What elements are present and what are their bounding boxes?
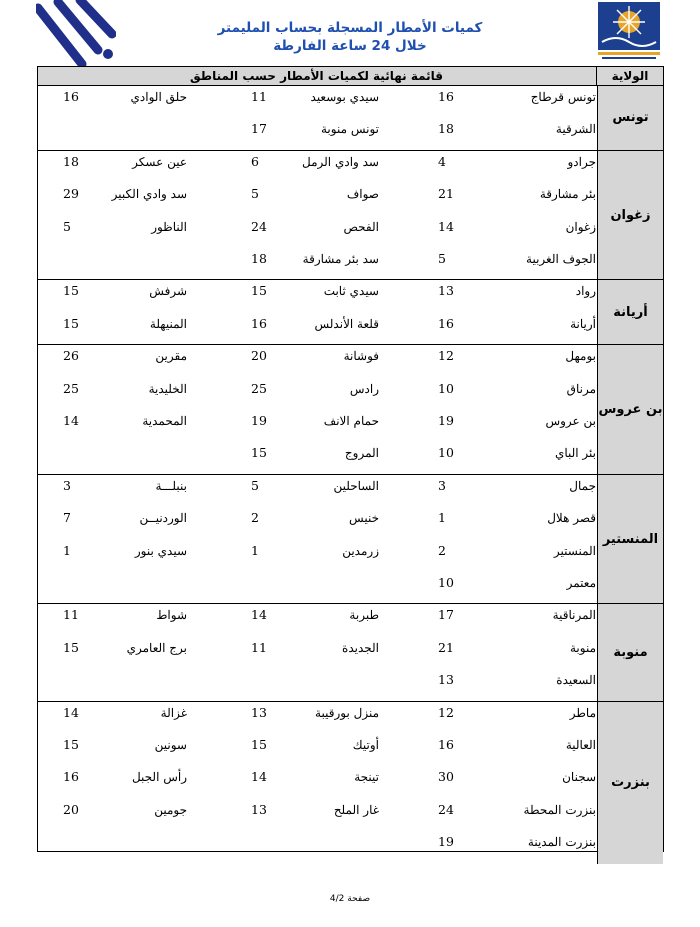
rainfall-value: 6: [251, 153, 259, 169]
station-name: الفحص: [343, 219, 379, 234]
station-name: شواط: [156, 608, 187, 623]
rainfall-value: 14: [63, 412, 79, 428]
station-name: الساحلين: [333, 478, 379, 493]
station-name: خنيس: [349, 511, 379, 526]
rainfall-value: 15: [251, 445, 267, 461]
governorate-block: [38, 702, 663, 864]
station-name: أريانة: [570, 316, 596, 331]
station-name: الشرقية: [555, 122, 596, 137]
table-row: [38, 118, 596, 150]
station-name: الناظور: [151, 219, 187, 234]
rainfall-value: 16: [438, 736, 454, 752]
station-name: برج العامري: [126, 640, 187, 655]
station-name: رادس: [349, 381, 379, 396]
rainfall-value: 21: [438, 639, 454, 655]
station-name: بنزرت المحطة: [523, 802, 596, 817]
rainfall-value: 11: [251, 639, 267, 655]
station-name: الجوف الغربية: [526, 251, 596, 266]
table-row: [38, 313, 596, 345]
rainfall-value: 10: [438, 380, 454, 396]
station-name: بئر الباي: [554, 446, 596, 461]
station-name: بومهل: [565, 349, 596, 364]
table-header-row: [38, 67, 663, 86]
rainfall-value: 12: [438, 704, 454, 720]
page-number: صفحة 4/2: [329, 894, 371, 904]
table-row: [38, 831, 596, 863]
station-name: جرادو: [567, 154, 596, 169]
table-row: [38, 572, 596, 604]
rainfall-value: 1: [251, 542, 259, 558]
station-name: مرناق: [566, 381, 596, 396]
rainfall-value: 14: [251, 607, 267, 623]
rainfall-value: 24: [251, 218, 267, 234]
rainfall-value: 12: [438, 348, 454, 364]
governorate-block: [38, 151, 663, 281]
station-name: مقرين: [155, 349, 187, 364]
table-row: [38, 280, 596, 312]
rainfall-value: 16: [438, 89, 454, 104]
list-header: قائمة نهائية لكميات الأمطار حسب المناطق: [189, 69, 444, 83]
rainfall-value: 15: [63, 639, 79, 655]
rainfall-value: 25: [63, 380, 79, 396]
station-name: حلق الوادي: [130, 90, 187, 104]
rainfall-value: 3: [438, 477, 446, 493]
report-title: كميات الأمطار المسجلة بحساب المليمتر: [217, 20, 483, 36]
station-name: الجديدة: [342, 640, 379, 655]
station-name: رأس الجبل: [131, 770, 187, 785]
rainfall-value: 21: [438, 186, 454, 202]
rainfall-value: 18: [438, 121, 454, 137]
rainfall-value: 30: [438, 769, 454, 785]
station-name: الوردنيــن: [139, 511, 187, 526]
rainfall-value: 2: [438, 542, 446, 558]
rainfall-value: 26: [63, 348, 79, 364]
station-name: المروج: [344, 446, 379, 461]
rainfall-value: 18: [63, 153, 79, 169]
station-name: جمال: [569, 478, 596, 493]
table-row: [38, 345, 596, 377]
station-name: سد بئر مشارقة: [302, 251, 379, 266]
rainfall-value: 14: [63, 704, 79, 720]
station-name: سونين: [154, 737, 187, 752]
table-row: [38, 799, 596, 831]
station-name: حمام الانف: [323, 413, 379, 428]
station-name: بئر مشارقة: [539, 187, 596, 202]
station-name: بنبلـــة: [155, 478, 187, 493]
station-name: فوشانة: [343, 349, 379, 364]
station-name: قلعة الأندلس: [314, 316, 379, 331]
station-name: سجنان: [562, 770, 596, 785]
table-row: [38, 216, 596, 248]
station-name: تينجة: [354, 770, 379, 785]
governorate-block: [38, 345, 663, 475]
station-name: معتمر: [566, 575, 596, 590]
rainfall-value: 20: [63, 801, 79, 817]
rainfall-value: 7: [63, 510, 71, 526]
station-name: زغوان: [565, 219, 596, 234]
station-name: رواد: [575, 284, 596, 299]
rainfall-value: 29: [63, 186, 79, 202]
decorative-stripes: [36, 0, 116, 66]
table-row: [38, 442, 596, 474]
station-name: غزالة: [160, 705, 187, 720]
station-name: المحمدية: [142, 413, 187, 428]
table-row: [38, 475, 596, 507]
rainfall-value: 5: [251, 477, 259, 493]
rainfall-value: 3: [63, 477, 71, 493]
rainfall-value: 10: [438, 574, 454, 590]
station-name: غار الملح: [333, 802, 379, 817]
station-name: سد وادي الكبير: [111, 187, 187, 202]
station-name: سيدي ثابت: [323, 284, 379, 299]
rainfall-value: 1: [63, 542, 71, 558]
station-name: السعيدة: [556, 673, 596, 688]
rainfall-value: 1: [438, 510, 446, 526]
rainfall-value: 15: [251, 283, 267, 299]
table-row: [38, 248, 596, 280]
rainfall-value: 18: [251, 250, 267, 266]
table-row: [38, 637, 596, 669]
station-name: قصر هلال: [547, 511, 596, 526]
station-name: تونس قرطاج: [530, 90, 596, 104]
station-name: سيدي بنور: [134, 543, 187, 558]
governorate-block: [38, 604, 663, 701]
station-name: بن عروس: [545, 413, 596, 428]
rainfall-value: 15: [63, 315, 79, 331]
rainfall-value: 14: [251, 769, 267, 785]
rainfall-value: 25: [251, 380, 267, 396]
rainfall-value: 14: [438, 218, 454, 234]
rainfall-value: 16: [63, 769, 79, 785]
station-name: طبربة: [349, 608, 379, 623]
station-name: الخليدية: [148, 381, 187, 396]
station-name: منزل بورقيبة: [315, 705, 379, 720]
governorate-block: [38, 86, 663, 151]
station-name: ماطر: [569, 705, 596, 720]
station-name: المنيهلة: [149, 316, 187, 331]
station-name: شرفش: [149, 284, 187, 299]
wilaya-header: الولاية: [596, 67, 663, 85]
rainfall-value: 13: [251, 704, 267, 720]
rainfall-value: 11: [63, 607, 79, 623]
rainfall-value: 5: [63, 218, 71, 234]
governorate-name: بنزرت: [597, 702, 663, 864]
table-row: [38, 410, 596, 442]
table-row: [38, 378, 596, 410]
table-row: [38, 734, 596, 766]
rainfall-value: 4: [438, 153, 446, 169]
rainfall-value: 24: [438, 801, 454, 817]
rainfall-value: 17: [251, 121, 267, 137]
station-name: تونس منوبة: [320, 122, 379, 137]
station-name: زرمدين: [342, 543, 379, 558]
rainfall-value: 10: [438, 445, 454, 461]
station-name: سيدي بوسعيد: [310, 90, 379, 104]
station-name: بنزرت المدينة: [527, 835, 596, 850]
rainfall-value: 13: [251, 801, 267, 817]
governorate-name: منوبة: [597, 604, 663, 700]
rainfall-value: 15: [251, 736, 267, 752]
rainfall-value: 2: [251, 510, 259, 526]
rainfall-value: 13: [438, 672, 454, 688]
institute-logo: [598, 2, 660, 60]
rainfall-value: 19: [438, 412, 454, 428]
station-name: أوتيك: [352, 737, 379, 752]
table-row: [38, 540, 596, 572]
table-row: [38, 151, 596, 183]
governorate-name: أريانة: [597, 280, 663, 344]
governorate-name: تونس: [597, 86, 663, 150]
table-row: [38, 507, 596, 539]
governorate-block: [38, 280, 663, 345]
governorate-name: بن عروس: [597, 345, 663, 474]
rainfall-value: 20: [251, 348, 267, 364]
table-row: [38, 183, 596, 215]
rainfall-value: 19: [438, 834, 454, 850]
rainfall-value: 11: [251, 89, 267, 104]
station-name: صواف: [346, 187, 379, 202]
governorate-name: المنستير: [597, 475, 663, 604]
station-name: جومين: [154, 802, 187, 817]
rainfall-value: 5: [251, 186, 259, 202]
rainfall-value: 15: [63, 736, 79, 752]
rainfall-value: 5: [438, 250, 446, 266]
rainfall-value: 16: [251, 315, 267, 331]
table-row: [38, 766, 596, 798]
rainfall-value: 16: [438, 315, 454, 331]
station-name: عين عسكر: [132, 154, 187, 169]
rainfall-value: 19: [251, 412, 267, 428]
station-name: المرناقية: [552, 608, 596, 623]
table-row: [38, 86, 596, 118]
governorate-block: [38, 475, 663, 605]
rainfall-value: 15: [63, 283, 79, 299]
table-row: [38, 604, 596, 636]
station-name: منوبة: [569, 640, 596, 655]
station-name: سد وادي الرمل: [302, 154, 379, 169]
rainfall-value: 17: [438, 607, 454, 623]
rainfall-value: 13: [438, 283, 454, 299]
governorate-name: زغوان: [597, 151, 663, 280]
station-name: المنستير: [553, 543, 596, 558]
station-name: العالية: [565, 737, 596, 752]
table-row: [38, 669, 596, 701]
rainfall-value: 16: [63, 89, 79, 104]
table-row: [38, 702, 596, 734]
rainfall-table: [37, 66, 664, 852]
report-subtitle: خلال 24 ساعة الفارطة: [273, 38, 427, 54]
